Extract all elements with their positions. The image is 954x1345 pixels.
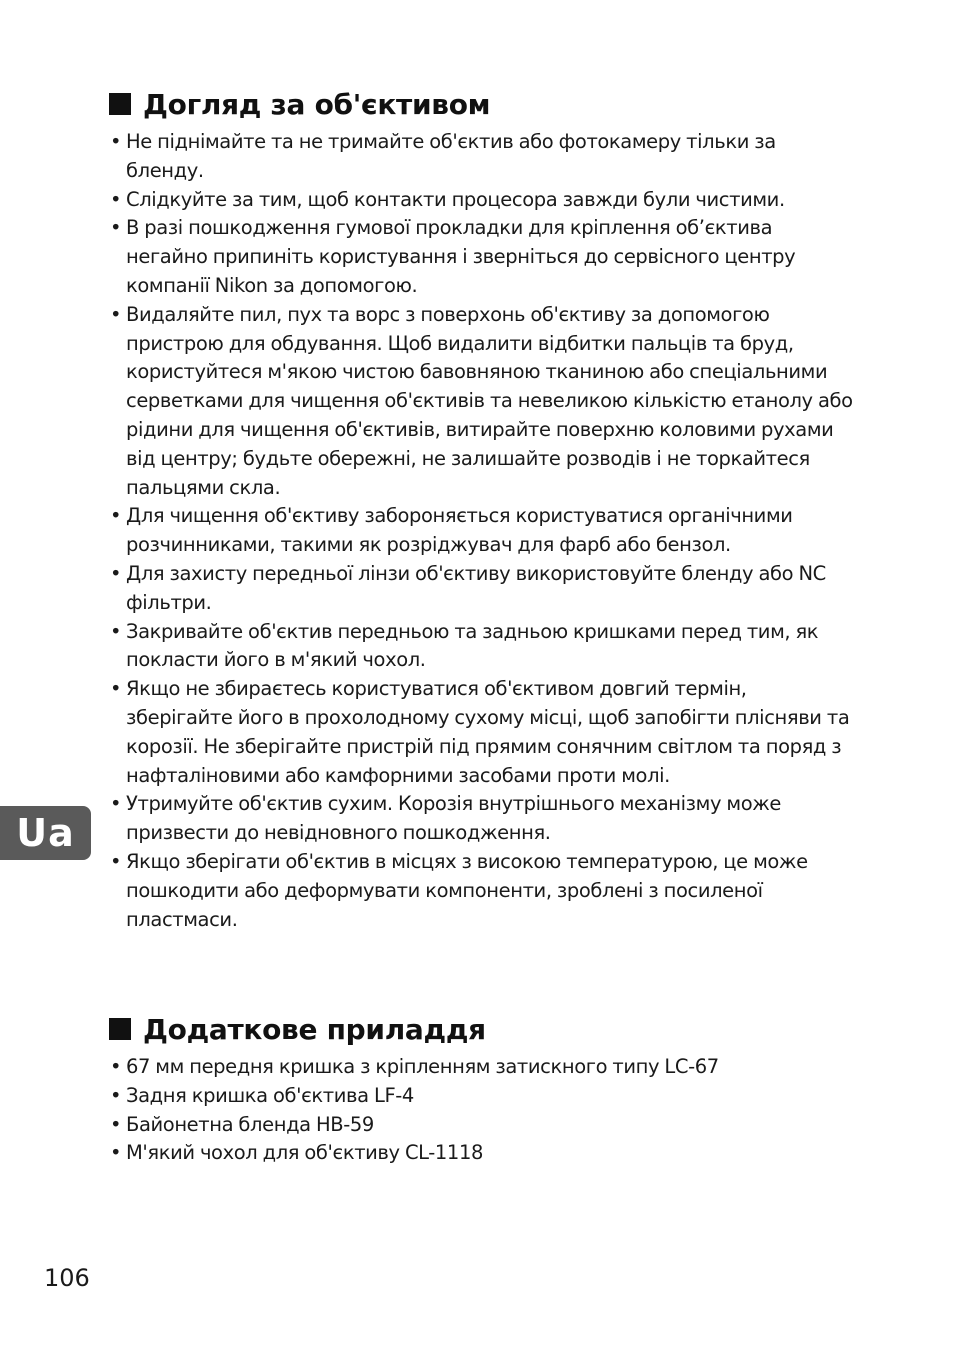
list-item [109, 675, 854, 790]
bullet-icon: • [110, 792, 122, 816]
list-item-text: 67 мм передня кришка з кріпленням затискного типу LC-67 [126, 1055, 719, 1078]
list-item-text: В разі пошкодження гумової прокладки для кріплення об’єктива негайно припиніть користування і зверніться до сервісного центру компанії Nikon за допомогою. [126, 216, 796, 297]
list-item [109, 1082, 854, 1111]
lens-care-list [109, 128, 854, 934]
list-item-text: Якщо не збираєтесь користуватися об'єктивом довгий термін, зберігайте його в прохолодному сухому місці, щоб запобігти плісняви та корозії. Не зберігайте пристрій під прямим сонячним світлом та поряд з нафталіновими або камфорними засобами проти молі. [126, 677, 850, 787]
list-item-text: М'який чохол для об'єктиву CL-1118 [126, 1141, 483, 1165]
bullet-icon: • [110, 1055, 122, 1078]
bullet-icon: • [110, 1083, 122, 1107]
bullet-icon: • [110, 619, 122, 643]
accessories-list [109, 1053, 854, 1168]
accessories-section [109, 1009, 854, 1168]
list-item-text: Слідкуйте за тим, щоб контакти процесора завжди були чистими. [126, 187, 785, 211]
list-item [109, 848, 854, 934]
list-item-text: Якщо зберігати об'єктив в місцях з високою температурою, це може пошкодити або деформувати компоненти, зроблені з посиленої пластмаси. [126, 849, 808, 931]
list-item [109, 301, 854, 503]
language-tab [0, 806, 91, 860]
lens-care-heading [109, 84, 854, 124]
language-tab-label: Ua [16, 811, 75, 855]
lens-care-section [109, 84, 854, 934]
list-item [109, 1139, 854, 1168]
list-item-text: Байонетна бленда HB-59 [126, 1112, 374, 1136]
list-item [109, 502, 854, 560]
list-item-text: Для захисту передньої лінзи об'єктиву використовуйте бленду або NC фільтри. [126, 561, 826, 614]
accessories-title: Додаткове приладдя [143, 1012, 486, 1046]
bullet-icon: • [110, 504, 122, 528]
bullet-icon: • [110, 561, 122, 585]
list-item-text: Не піднімайте та не тримайте об'єктив або фотокамеру тільки за бленду. [126, 130, 776, 182]
list-item-text: Задня кришка об'єктива LF-4 [126, 1083, 414, 1107]
list-item [109, 560, 854, 618]
list-item [109, 790, 854, 848]
bullet-icon: • [110, 216, 122, 240]
lens-care-title: Догляд за об'єктивом [143, 87, 491, 121]
bullet-icon: • [110, 187, 122, 211]
bullet-icon: • [110, 677, 122, 701]
list-item [109, 1111, 854, 1140]
list-item-text: Для чищення об'єктиву забороняється користуватися органічними розчинниками, такими як розріджувач для фарб або бензол. [126, 504, 793, 557]
bullet-icon: • [110, 130, 122, 153]
list-item [109, 618, 854, 676]
bullet-icon: • [110, 1112, 122, 1136]
list-item-text: Видаляйте пил, пух та ворс з поверхонь об'єктиву за допомогою пристрою для обдування. Щоб видалити відбитки пальців та бруд, користуйтеся м'якою чистою бавовняною тканиною або спеціальними серветками для чищення об'єктивів та невеликою кількістю етанолу або рідини для чищення об'єктивів, витирайте поверхню коловими рухами від центру; будьте обережні, не залишайте розводів і не торкайтеся пальцями скла. [126, 302, 853, 499]
bullet-icon: • [110, 849, 122, 873]
list-item [109, 186, 854, 215]
black-square-icon [109, 1018, 131, 1040]
page-number: 106 [44, 1264, 90, 1292]
list-item [109, 214, 854, 300]
list-item-text: Закривайте об'єктив передньою та задньою кришками перед тим, як покласти його в м'який чохол. [126, 619, 819, 672]
list-item [109, 128, 854, 186]
bullet-icon: • [110, 1141, 122, 1165]
bullet-icon: • [110, 302, 122, 326]
black-square-icon [109, 93, 131, 115]
accessories-heading [109, 1009, 854, 1049]
list-item-text: Утримуйте об'єктив сухим. Корозія внутрішнього механізму може призвести до невідновного пошкодження. [126, 792, 781, 845]
list-item [109, 1053, 854, 1082]
